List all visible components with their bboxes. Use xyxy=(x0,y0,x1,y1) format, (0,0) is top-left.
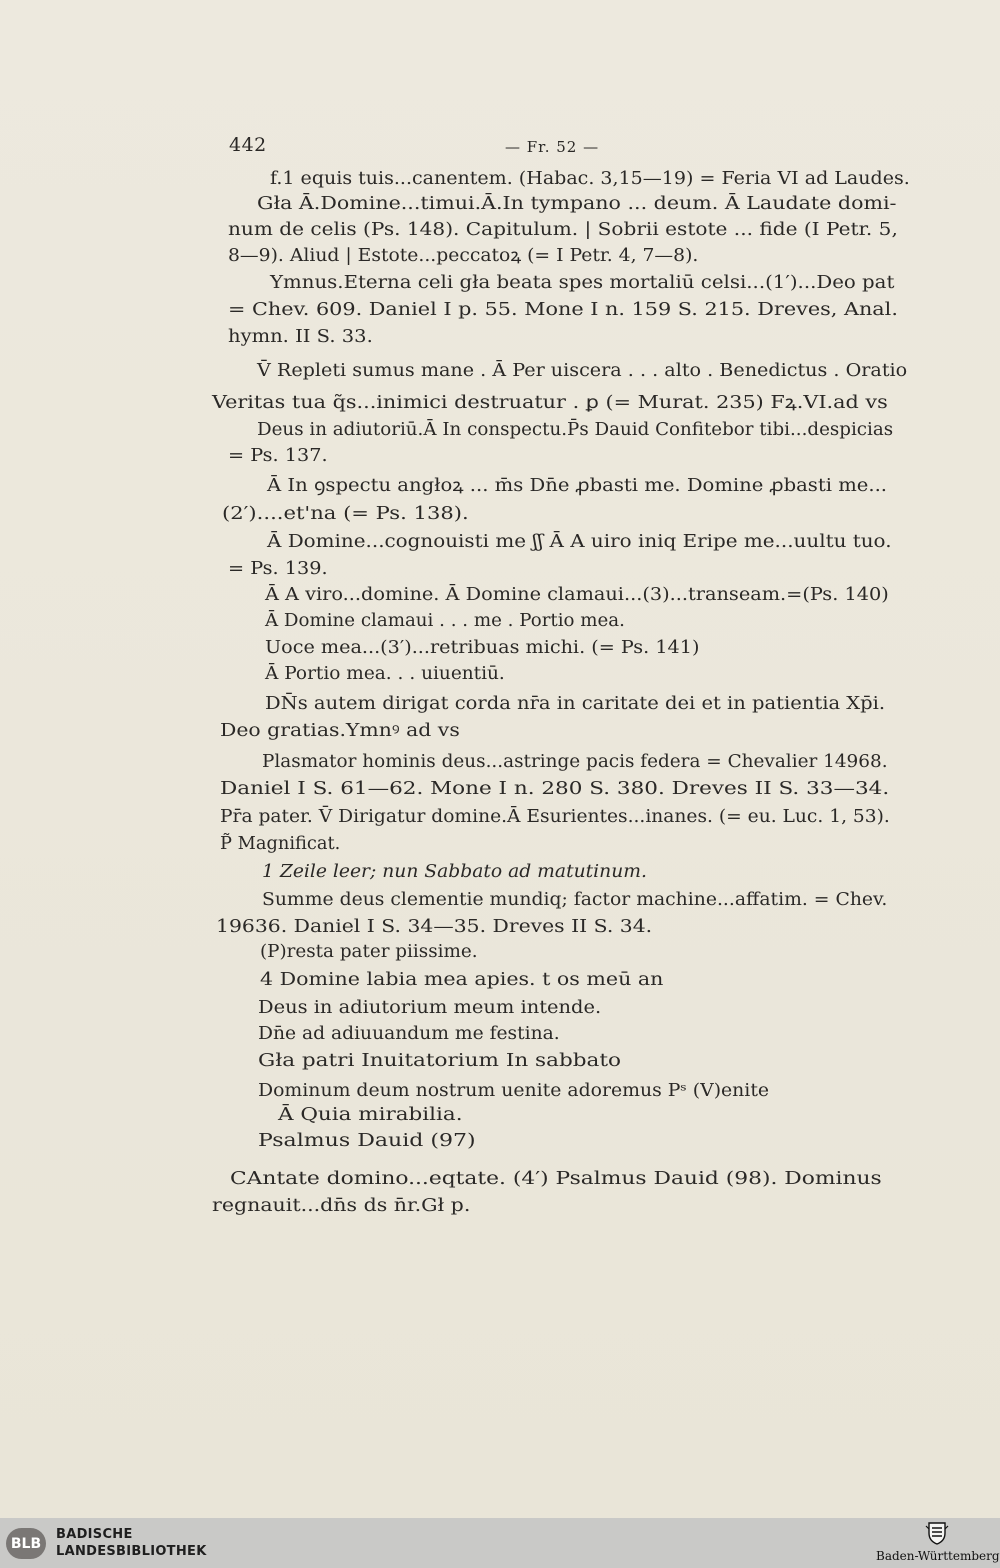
text-line: = Ps. 139. xyxy=(228,559,328,579)
text-line: 4 Domine labia mea apies. t os meū an xyxy=(260,970,664,990)
institution-name xyxy=(56,1526,207,1560)
text-line: Dn̄e ad adiuuandum me festina. xyxy=(258,1024,560,1044)
text-line: Gła patri Inuitatorium In sabbato xyxy=(258,1051,622,1071)
text-line: DN̄s autem dirigat corda nr̄a in caritate dei et in patientia Xp̄i. xyxy=(265,694,886,714)
running-head: — Fr. 52 — xyxy=(505,138,600,156)
institution-line-2: LANDESBIBLIOTHEK xyxy=(56,1544,207,1559)
text-line: hymn. II S. 33. xyxy=(228,327,373,347)
text-line: f.1 equis tuis...canentem. (Habac. 3,15—19) = Feria VI ad Laudes. xyxy=(270,169,910,189)
state-name: Baden-Württemberg xyxy=(876,1549,1000,1563)
text-line: 19636. Daniel I S. 34—35. Dreves II S. 34. xyxy=(216,917,653,937)
page-number: 442 xyxy=(229,134,267,156)
text-line: Ā Portio mea. . . uiuentiū. xyxy=(265,664,505,684)
text-line: V̄ Repleti sumus mane . Ā Per uiscera . . . alto . Benedictus . Oratio xyxy=(257,361,908,381)
text-line: Ā A viro...domine. Ā Domine clamaui...(3)...transeam.=(Ps. 140) xyxy=(265,585,889,605)
text-line: num de celis (Ps. 148). Capitulum. | Sobrii estote ... fide (I Petr. 5, xyxy=(228,220,898,240)
text-line: Deus in adiutoriū.Ā In conspectu.P̄s Dauid Confitebor tibi...despicias xyxy=(257,420,894,440)
text-line: Deus in adiutorium meum intende. xyxy=(258,998,602,1018)
text-line: P̃ Magnificat. xyxy=(220,834,341,854)
text-line: 8—9). Aliud | Estote...peccatoꝝ (= I Petr. 4, 7—8). xyxy=(228,246,699,266)
text-line: Gła Ā.Domine...timui.Ā.In tympano ... deum. Ā Laudate domi- xyxy=(257,194,897,214)
text-line: Summe deus clementie mundiq; factor machine...affatim. = Chev. xyxy=(262,890,888,910)
text-line: regnauit...dn̄s ds n̄r.Gł p. xyxy=(212,1196,471,1216)
text-line: Dominum deum nostrum uenite adoremus Pˢ (V)enite xyxy=(258,1081,770,1101)
text-line: = Ps. 137. xyxy=(228,446,328,466)
text-line: Ā In ꝯspectu angłoꝝ ... m̄s Dn̄e ꝓbasti me. Domine ꝓbasti me... xyxy=(267,476,888,496)
institution-line-1: BADISCHE xyxy=(56,1527,133,1542)
text-line: (2′)....et'na (= Ps. 138). xyxy=(222,504,469,524)
text-line: Ymnus.Eterna celi gła beata spes mortaliū celsi...(1′)...Deo pat xyxy=(270,273,895,293)
text-line: CAntate domino...eqtate. (4′) Psalmus Dauid (98). Dominus xyxy=(230,1169,882,1189)
footer-bar xyxy=(0,1518,1000,1568)
text-line: Pr̄a pater. V̄ Dirigatur domine.Ā Esurientes...inanes. (= eu. Luc. 1, 53). xyxy=(220,807,890,827)
text-line: Ā Domine...cognouisti me ʃʃ Ā A uiro iniq Eripe me...uultu tuo. xyxy=(267,532,892,552)
text-line: Plasmator hominis deus...astringe pacis federa = Chevalier 14968. xyxy=(262,752,888,772)
text-line: Psalmus Dauid (97) xyxy=(258,1131,476,1151)
blb-logo[interactable]: BLB xyxy=(6,1528,46,1559)
text-line: = Chev. 609. Daniel I p. 55. Mone I n. 159 S. 215. Dreves, Anal. xyxy=(228,300,898,320)
text-line: Ā Domine clamaui . . . me . Portio mea. xyxy=(265,611,625,631)
text-line: Uoce mea...(3′)...retribuas michi. (= Ps. 141) xyxy=(265,638,700,658)
text-line: Ā Quia mirabilia. xyxy=(278,1105,463,1125)
coat-of-arms-icon xyxy=(924,1520,950,1546)
text-line: Veritas tua q̃s...inimici destruatur . ꝑ (= Murat. 235) Fꝝ.VI.ad vs xyxy=(212,393,888,413)
text-line: Deo gratias.Ymnꝰ ad vs xyxy=(220,721,460,741)
text-line: 1 Zeile leer; nun Sabbato ad matutinum. xyxy=(262,862,647,882)
text-line: Daniel I S. 61—62. Mone I n. 280 S. 380. Dreves II S. 33—34. xyxy=(220,779,890,799)
text-line: (P)resta pater piissime. xyxy=(260,942,478,962)
